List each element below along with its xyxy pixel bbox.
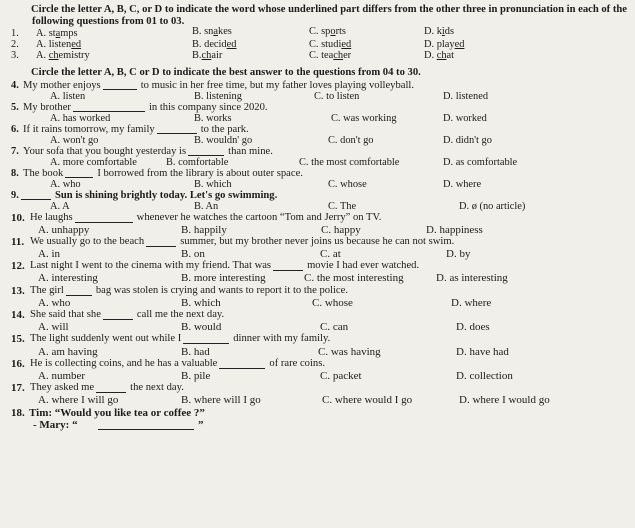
option-text: ds	[444, 26, 455, 37]
options-row	[6, 321, 629, 333]
question-number: 2.	[11, 39, 19, 50]
answer-option[interactable]: A. where I will go	[38, 394, 119, 407]
answer-option[interactable]	[36, 50, 90, 61]
answer-option[interactable]: A. has worked	[50, 112, 111, 124]
underlined-part: ed	[226, 39, 237, 50]
question-stem	[6, 124, 629, 135]
option-text: kes	[218, 26, 232, 37]
underlined-part: ch	[201, 50, 212, 61]
stem-text: The girl	[30, 284, 64, 296]
answer-blank	[273, 261, 303, 271]
answer-option[interactable]: C. The	[328, 200, 357, 212]
stem-text: whenever he watches the cartoon “Tom and Jerry” on TV.	[136, 211, 382, 223]
answer-option[interactable]: A. more comfortable	[50, 156, 137, 168]
questions-section	[6, 80, 629, 407]
answer-option[interactable]	[36, 39, 81, 50]
stem-text: They asked me	[30, 382, 95, 394]
question-stem	[6, 168, 629, 179]
answer-option[interactable]: A. number	[38, 369, 86, 382]
options-row	[6, 346, 629, 358]
answer-option[interactable]: C. to listen	[314, 90, 360, 102]
answer-option[interactable]: D. where I would go	[459, 394, 550, 407]
answer-blank	[73, 102, 145, 112]
question-stem	[6, 212, 629, 224]
answer-option[interactable]: D. where	[443, 178, 482, 190]
answer-option[interactable]: C. don't go	[328, 134, 374, 146]
q18-line2-prefix: - Mary: “	[33, 418, 78, 431]
answer-blank	[66, 286, 92, 296]
stem-text: call me the next day.	[136, 309, 225, 320]
answer-option[interactable]: C. packet	[320, 369, 362, 382]
stem-text: If it rains tomorrow, my family	[23, 123, 155, 135]
question-number: 16.	[11, 357, 25, 370]
underlined-part: ed	[341, 39, 352, 50]
stem-text: in this company since 2020.	[148, 101, 268, 113]
question-number: 15.	[11, 333, 25, 346]
answer-option[interactable]: C. can	[320, 321, 349, 334]
answer-option[interactable]: B. had	[181, 345, 210, 358]
answer-option[interactable]: D. does	[456, 321, 490, 334]
answer-option[interactable]: D. where	[451, 296, 492, 309]
answer-blank	[103, 310, 133, 320]
option-text: D.	[424, 50, 437, 61]
q18-line1: Tim: “Would you like tea or coffee ?”	[29, 406, 205, 419]
answer-option[interactable]: C. whose	[328, 178, 367, 190]
answer-option[interactable]: A. unhappy	[38, 223, 90, 236]
answer-blank	[219, 359, 265, 369]
question-number: 13.	[11, 284, 25, 297]
answer-option[interactable]: B. wouldn' go	[194, 134, 253, 146]
stem-text: He is collecting coins, and he has a valuable	[30, 357, 218, 369]
question-stem	[6, 358, 629, 370]
question-stem	[6, 260, 629, 272]
question-stem	[6, 333, 629, 345]
question-number: 4.	[11, 79, 19, 91]
answer-option[interactable]: B. An	[194, 200, 219, 212]
underlined-part: a	[55, 28, 61, 39]
stem-text: to the park.	[200, 123, 249, 135]
answer-blank	[98, 420, 194, 430]
options-row	[6, 248, 629, 260]
answer-option[interactable]: C. happy	[321, 223, 361, 236]
answer-option[interactable]: B. works	[194, 112, 232, 124]
option-text: air	[211, 50, 223, 61]
underlined-part: o	[330, 26, 336, 37]
stem-text: The book	[23, 167, 64, 179]
option-text: A. listen	[36, 39, 72, 50]
answer-option[interactable]: D. listened	[443, 90, 489, 102]
underlined-part: ch	[436, 50, 447, 61]
answer-blank	[75, 213, 133, 223]
question-number: 12.	[11, 260, 25, 273]
options-row	[6, 179, 629, 190]
answer-blank	[103, 80, 137, 90]
answer-option[interactable]	[309, 26, 346, 37]
answer-option[interactable]: C. whose	[312, 296, 353, 309]
question-18	[6, 407, 629, 432]
answer-blank	[188, 146, 224, 156]
pronunciation-section	[6, 28, 629, 61]
options-row	[6, 272, 629, 284]
option-text: at	[446, 50, 455, 61]
answer-option[interactable]: A. who	[50, 178, 81, 190]
question-number: 9.	[11, 189, 19, 201]
underlined-part: i	[441, 26, 445, 37]
stem-text: Your sofa that you bought yesterday is	[23, 145, 187, 157]
option-text: D. play	[424, 39, 455, 50]
option-text: B. sn	[192, 26, 214, 37]
underlined-part: ch	[333, 50, 344, 61]
answer-option[interactable]: B. which	[194, 178, 232, 190]
answer-option[interactable]: A. listen	[50, 90, 86, 102]
answer-option[interactable]: C. at	[320, 248, 341, 261]
answer-option[interactable]: D. as interesting	[436, 272, 508, 285]
answer-option[interactable]	[192, 39, 236, 50]
question-number: 5.	[11, 101, 19, 113]
underlined-part: a	[213, 26, 218, 37]
answer-option[interactable]: A. who	[38, 296, 71, 309]
option-text: B.	[192, 50, 202, 61]
question-stem	[6, 80, 629, 91]
question-number: 6.	[11, 123, 19, 135]
answer-option[interactable]: C. was working	[331, 112, 397, 124]
stem-text: She said that she	[30, 309, 101, 320]
stem-text: I borrowed from the library is about outer space.	[97, 167, 303, 179]
option-text: er	[343, 50, 352, 61]
underlined-part: ed	[71, 39, 82, 50]
answer-option[interactable]	[309, 50, 351, 61]
options-row	[6, 157, 629, 168]
question-stem	[6, 102, 629, 113]
answer-option[interactable]	[192, 26, 232, 37]
answer-option[interactable]: C. the most interesting	[304, 272, 404, 285]
option-text: rts	[335, 26, 346, 37]
stem-text: the next day.	[130, 382, 184, 394]
question-number: 17.	[11, 382, 25, 395]
question-stem	[6, 146, 629, 157]
question-number: 3.	[11, 50, 19, 61]
answer-option[interactable]	[192, 50, 222, 61]
underlined-part: ch	[48, 50, 59, 61]
pron-question	[6, 39, 629, 50]
answer-option[interactable]	[36, 28, 78, 39]
answer-option[interactable]: D. have had	[456, 345, 509, 358]
question-number: 1.	[11, 28, 19, 39]
q18-line2-suffix: ”	[198, 418, 204, 431]
answer-option[interactable]: D. by	[446, 248, 471, 261]
option-text: emistry	[58, 50, 90, 61]
question-number: 10.	[11, 211, 25, 224]
answer-option[interactable]: B. where will I go	[181, 394, 261, 407]
question-stem	[6, 236, 629, 248]
answer-option[interactable]	[309, 39, 351, 50]
instructions-part2: Circle the letter A, B, C or D to indicate the best answer to the questions from 04 to 30.	[31, 67, 421, 78]
answer-option[interactable]: A. will	[38, 321, 69, 334]
question-number: 8.	[11, 167, 19, 179]
answer-option[interactable]: D. collection	[456, 369, 513, 382]
answer-option[interactable]: A. won't go	[50, 134, 99, 146]
options-row	[6, 297, 629, 309]
answer-option[interactable]: B. listening	[194, 90, 242, 102]
options-row	[6, 91, 629, 102]
question-number: 7.	[11, 145, 19, 157]
option-text: C. tea	[309, 50, 334, 61]
answer-option[interactable]: D. as comfortable	[443, 156, 518, 168]
answer-option[interactable]: D. worked	[443, 112, 487, 124]
answer-option[interactable]: D. happiness	[426, 223, 483, 236]
options-row	[6, 113, 629, 124]
option-text: B. decid	[192, 39, 227, 50]
options-row	[6, 135, 629, 146]
answer-option[interactable]: A. interesting	[38, 272, 98, 285]
stem-text: He laughs	[30, 211, 73, 223]
answer-blank	[183, 334, 229, 344]
stem-text: movie I had ever watched.	[307, 260, 420, 272]
option-text: D. k	[424, 26, 442, 37]
question-stem	[6, 190, 629, 201]
answer-option[interactable]: C. the most comfortable	[299, 156, 400, 168]
answer-option[interactable]: A. in	[38, 248, 60, 261]
answer-option[interactable]: B. pile	[181, 369, 211, 382]
stem-text: than mine.	[228, 145, 273, 157]
answer-option[interactable]: B. more interesting	[181, 272, 266, 285]
stem-text: My brother	[23, 101, 71, 113]
answer-option[interactable]: B. would	[181, 321, 222, 334]
stem-text: The light suddenly went out while I	[30, 333, 182, 345]
stem-text: of rare coins.	[269, 357, 325, 369]
stem-text: Last night I went to the cinema with my friend. That was	[30, 260, 272, 272]
question-stem	[6, 285, 629, 297]
stem-text: summer, but my brother never joins us because he can not swim.	[180, 235, 455, 247]
question-number: 11.	[11, 235, 25, 248]
underlined-part: ed	[454, 39, 465, 50]
question-stem	[6, 309, 629, 321]
answer-option[interactable]: C. where would I go	[322, 394, 413, 407]
answer-blank	[65, 168, 93, 178]
question-stem	[6, 382, 629, 394]
answer-option[interactable]: B. happily	[181, 223, 227, 236]
option-text: A. st	[36, 28, 56, 39]
answer-option[interactable]	[424, 50, 454, 61]
answer-option[interactable]: B. comfortable	[166, 156, 229, 168]
stem-text: bag was stolen is crying and wants to report it to the police.	[95, 284, 348, 296]
answer-blank	[96, 383, 126, 393]
answer-option[interactable]	[424, 39, 464, 50]
answer-option[interactable]: C. was having	[318, 345, 381, 358]
answer-option[interactable]	[424, 26, 454, 37]
pron-question	[6, 28, 629, 39]
stem-text: Sun is shining brightly today. Let's go swimming.	[55, 189, 278, 201]
answer-option[interactable]: A. am having	[38, 345, 98, 358]
option-text: C. sp	[309, 26, 331, 37]
options-row	[6, 370, 629, 382]
option-text: C. studi	[309, 39, 342, 50]
answer-option[interactable]: B. on	[181, 248, 205, 261]
answer-option[interactable]: A. A	[50, 200, 70, 212]
stem-text: My mother enjoys	[23, 79, 101, 91]
stem-text: We usually go to the beach	[30, 235, 145, 247]
option-text: A.	[36, 50, 49, 61]
q18-number: 18.	[11, 406, 25, 419]
answer-option[interactable]: D. didn't go	[443, 134, 492, 146]
options-row	[6, 201, 629, 212]
options-row	[6, 394, 629, 406]
pron-question	[6, 50, 629, 61]
question-number: 14.	[11, 309, 25, 321]
answer-blank	[146, 237, 176, 247]
option-text: mps	[60, 28, 78, 39]
answer-blank	[157, 124, 197, 134]
answer-blank	[21, 190, 51, 200]
answer-option[interactable]: D. ø (no article)	[459, 200, 526, 212]
options-row	[6, 224, 629, 236]
instructions-part1: Circle the letter A, B, C, or D to indicate the word whose underlined part differs from the other three in pronunciation in each of the following questions from 01 to 03.	[31, 4, 627, 27]
stem-text: to music in her free time, but my father loves playing volleyball.	[140, 79, 414, 91]
stem-text: dinner with my family.	[233, 333, 331, 345]
answer-option[interactable]: B. which	[181, 296, 221, 309]
